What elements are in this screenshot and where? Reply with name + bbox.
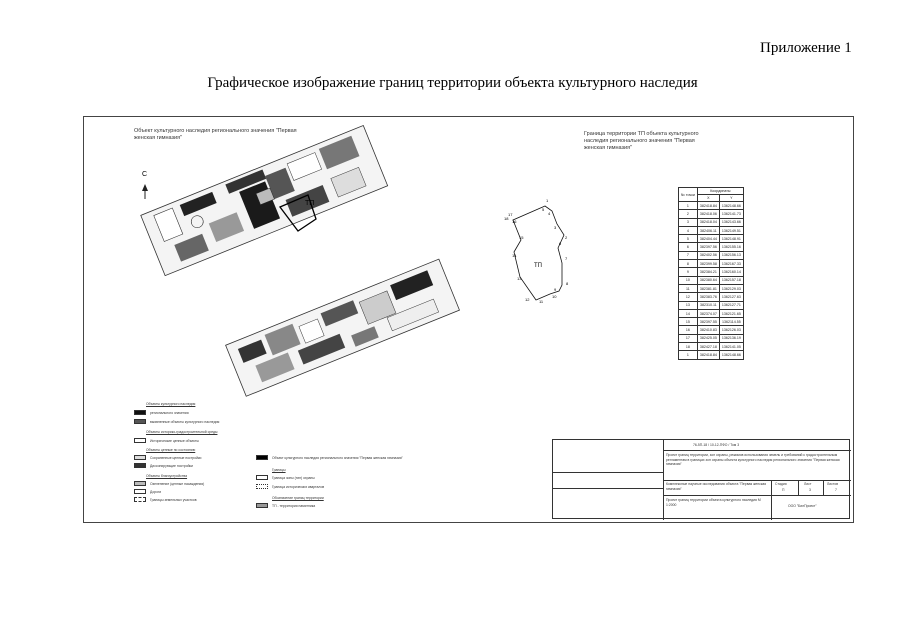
coord-y: 1362143.66 [719,218,743,226]
object-title: Объект культурного наследия регионального значения "Первая женская гимназия" [134,128,297,141]
stamp-stage: П [782,488,785,492]
table-row [679,235,744,243]
legend-heading-borders: Объекты историко-градостроительной среды [146,430,218,434]
legend-item: Исторические ценные объекты [134,438,199,443]
coord-y: 1362148.66 [719,351,743,359]
stamp-sheet: 3 [809,488,811,492]
point-label: 12 [525,297,530,302]
coord-y: 1362121.65 [719,309,743,317]
table-row [679,343,744,351]
tp-polygon-diagram [513,206,564,300]
legend-heading-tp: Обозначение границ территории [272,496,324,500]
legend-item: Сохраненные ценные постройки [134,455,201,460]
coord-x: 382380.64 [697,276,719,284]
legend-item: Диссонирующие постройки [134,463,193,468]
coord-y: 1362141.05 [719,343,743,351]
point-label: 4 [548,211,551,216]
coord-y: 1362149.51 [719,226,743,234]
coord-x: 382310.11 [697,301,719,309]
coord-x: 382418.84 [697,202,719,210]
coord-x: 382418.84 [697,351,719,359]
coord-y: 1362148.91 [719,235,743,243]
point-number: 6 [679,243,698,251]
point-label: 16 [512,219,517,224]
header-group: Координаты [697,188,743,195]
table-row [679,226,744,234]
north-arrow-icon [142,184,148,199]
coord-x: 382425.05 [697,334,719,342]
point-label: 7 [565,256,568,261]
coord-x: 382383.76 [697,293,719,301]
legend-item: Границы земельных участков [134,497,197,502]
table-row [679,260,744,268]
coord-x: 382402.56 [697,251,719,259]
point-label: 3 [554,225,557,230]
header-x: X [697,195,719,202]
legend-item: выявленные объекты культурного наследия [134,419,219,424]
legend-item: Озеленение (ценные насаждения) [134,481,204,486]
point-label: 10 [552,294,557,299]
legend-item: Объект культурного наследия регионального значения "Первая женская гимназия" [256,455,403,460]
coord-x: 382418.04 [697,218,719,226]
point-label: 13 [517,276,522,281]
coord-x: 382399.58 [697,260,719,268]
point-label: 14 [512,253,517,258]
table-row [679,284,744,292]
stamp-code: 76-5П-18 / 10-12-ПФО / Том 3 [693,443,740,447]
legend-item: Дороги [134,489,161,494]
point-number: 15 [679,318,698,326]
point-number: 5 [679,235,698,243]
coord-y: 1362167.33 [719,260,743,268]
coord-y: 1362114.55 [719,318,743,326]
legend-item: регионального значения [134,410,189,415]
coord-x: 382397.55 [697,318,719,326]
point-number: 3 [679,218,698,226]
header-y: Y [719,195,743,202]
north-label: С [142,171,148,178]
point-label: 18 [504,216,509,221]
legend-heading-zones: Границы [272,468,286,472]
header-num: № точки [679,188,698,202]
table-row [679,326,744,334]
table-row [679,318,744,326]
point-number: 13 [679,301,698,309]
polygon-title: Граница территории ТП объекта культурного наследия регионального значения "Первая женская гимназия" [584,131,699,151]
legend-heading-objects: Объекты культурного наследия [146,402,196,406]
lower-block [226,259,460,396]
legend-item: ТП - территория памятника [256,503,315,508]
table-row [679,334,744,342]
point-number: 12 [679,293,698,301]
point-number: 16 [679,326,698,334]
point-label: 6 [559,241,562,246]
point-number: 1 [679,202,698,210]
coord-y: 1362141.73 [719,210,743,218]
stamp-sheet-title: Проект границ территории объекта культурного наследия М 1:2000 [666,498,761,507]
coordinates-table [678,187,744,360]
drawing-sheet [83,116,854,523]
point-number: 1 [679,351,698,359]
table-row [679,293,744,301]
coord-y: 1362127.63 [719,293,743,301]
legend [134,402,604,520]
tp-label-small: ТП [305,200,315,207]
coord-y: 1362160.14 [719,268,743,276]
coord-x: 382404.44 [697,235,719,243]
coord-y: 1362157.18 [719,276,743,284]
point-number: 9 [679,268,698,276]
title-block [552,439,850,519]
coord-y: 1362156.13 [719,251,743,259]
upper-block [141,125,388,275]
page-title: Графическое изображение границ территории объекта культурного наследия [207,75,698,91]
point-label: 15 [519,235,524,240]
point-number: 8 [679,260,698,268]
point-number: 10 [679,276,698,284]
table-row [679,268,744,276]
legend-item: Граница исторических кварталов [256,484,324,489]
coord-x: 382418.06 [697,210,719,218]
coord-x: 382406.11 [697,226,719,234]
table-row [679,351,744,359]
table-row [679,218,744,226]
point-number: 17 [679,334,698,342]
stamp-company: ООО "БилПроект" [788,504,817,508]
stamp-sheets-header: Листов [827,482,839,486]
coord-y: 1362127.71 [719,301,743,309]
table-row [679,210,744,218]
point-number: 11 [679,284,698,292]
point-number: 14 [679,309,698,317]
legend-item: Граница зоны (тип) охраны [256,475,315,480]
coord-y: 1362155.16 [719,243,743,251]
coord-x: 382427.18 [697,343,719,351]
coord-x: 382384.21 [697,268,719,276]
point-label: 5 [542,207,545,212]
table-row [679,251,744,259]
coord-x: 382374.07 [697,309,719,317]
point-number: 2 [679,210,698,218]
table-row [679,301,744,309]
stamp-work-title: Комплексные научные исследования объекта "Первая женская гимназия" [666,482,767,491]
legend-heading-greenery: Объекты благоустройства [146,474,188,478]
legend-heading-value: Объекты ценные по состоянию [146,448,196,452]
point-number: 18 [679,343,698,351]
appendix-label: Приложение 1 [760,40,852,56]
stamp-stage-header: Стадия [775,482,787,486]
table-row [679,276,744,284]
point-label: 11 [539,299,544,304]
point-number: 7 [679,251,698,259]
point-label: 9 [554,287,557,292]
point-label: 17 [508,212,513,217]
table-row [679,309,744,317]
coord-y: 1362129.03 [719,284,743,292]
point-label: 1 [546,198,549,203]
coord-y: 1362148.66 [719,202,743,210]
coord-y: 1362136.19 [719,334,743,342]
stamp-description: Проект границ территории, зон охраны, режимов использования земель и требований к градостроительным регламентам в границах зон охраны объекта культурного наследия регионального значения "Первая женская гимназия" [666,453,840,466]
point-label: 2 [565,235,568,240]
stamp-sheet-header: Лист [804,482,812,486]
coord-x: 382410.83 [697,326,719,334]
tp-label-large: ТП [534,263,542,269]
coord-x: 382397.56 [697,243,719,251]
table-row [679,243,744,251]
coord-x: 382381.81 [697,284,719,292]
coord-y: 1362126.03 [719,326,743,334]
point-number: 4 [679,226,698,234]
point-label: 8 [566,281,569,286]
table-row [679,202,744,210]
stamp-sheets: 7 [835,488,837,492]
